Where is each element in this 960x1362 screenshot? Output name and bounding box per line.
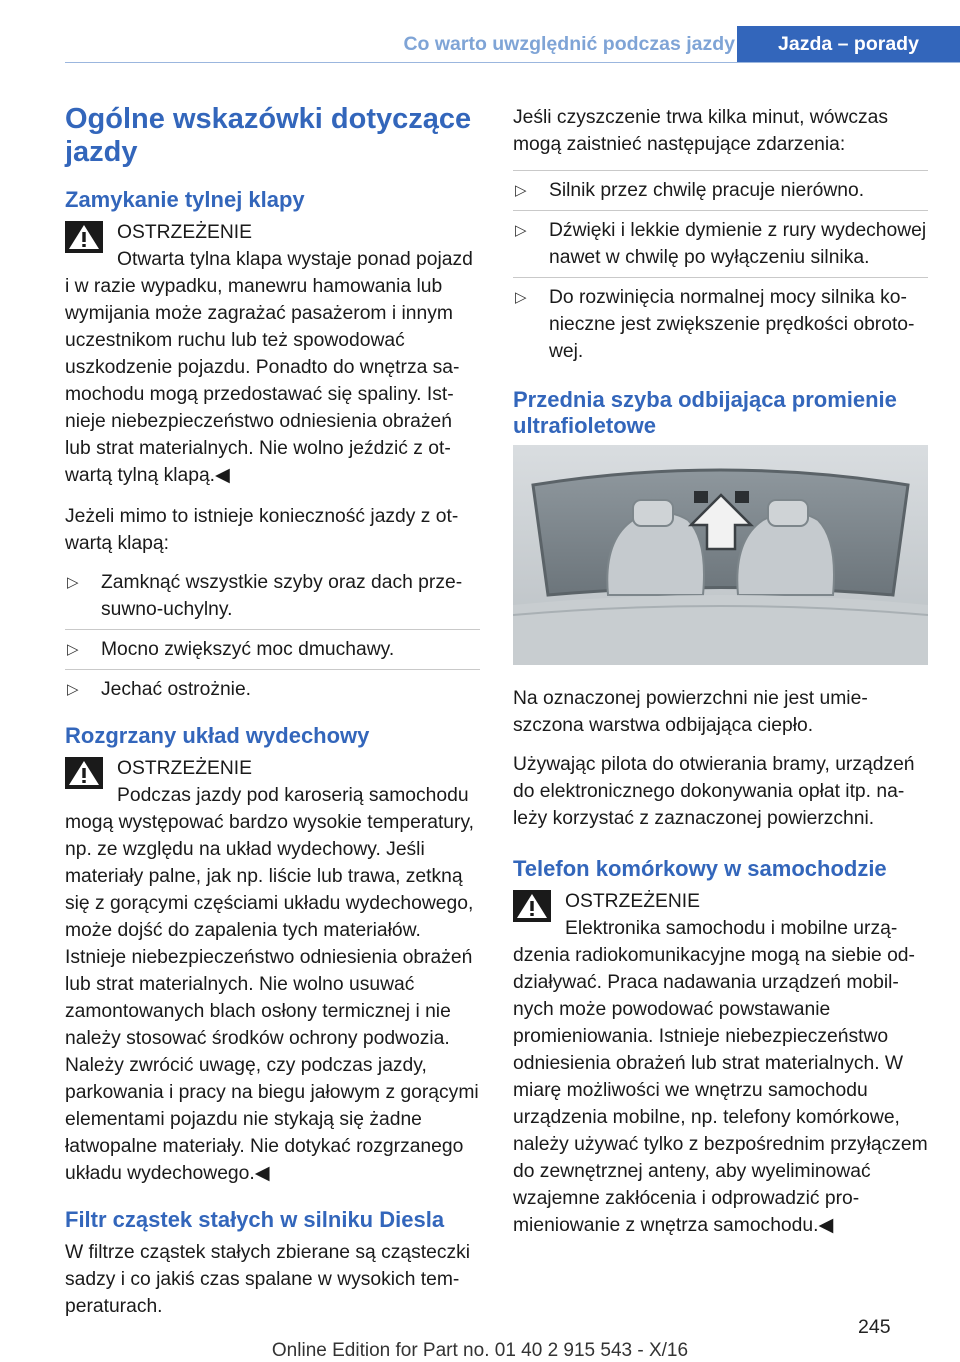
warning-label: OSTRZEŻENIE [565,891,700,912]
warning-label: OSTRZEŻENIE [117,222,252,243]
header-section-title: Co warto uwzględnić podczas jazdy [403,33,735,55]
page-number: 245 [858,1316,891,1338]
list-item: ▷ Do rozwinięcia normalnej mocy silnika konieczne jest zwiększenie prędkości obrotowej. [513,284,928,365]
triangle-bullet-icon: ▷ [515,222,527,239]
triangle-bullet-icon: ▷ [515,289,527,306]
bullet-list [513,170,928,365]
warning-label: OSTRZEŻENIE [117,758,252,779]
left-column [65,98,480,1332]
bullet-list [65,569,480,703]
list-divider [65,669,480,670]
list-item: ▷ Mocno zwiększyć moc dmuchawy. [65,636,480,663]
warning-exhaust [65,755,480,1187]
section-title-tailgate: Zamykanie tylnej klapy [65,187,305,212]
section-title-mobile-phone: Telefon komórkowy w samochodzie [513,856,887,881]
list-divider [65,629,480,630]
paragraph: Jeśli czyszczenie trwa kilka minut, wówczas mogą zaistnieć następujące zdarzenia: [513,107,889,155]
paragraph: Jeżeli mimo to istnieje konieczność jazdy z otwartą klapą: [65,506,459,554]
header-rule [65,62,960,63]
triangle-bullet-icon: ▷ [67,641,79,658]
list-divider [513,210,928,211]
list-item: ▷ Jechać ostrożnie. [65,676,480,703]
warning-triangle-icon [513,890,551,922]
edition-footer: Online Edition for Part no. 01 40 2 915 543 - X/16 [271,1340,689,1361]
warning-triangle-icon [65,757,103,789]
warning-mobile-phone [513,888,928,1239]
paragraph: Używając pilota do otwierania bramy, urządzeń do elektronicznego dokonywania opłat itp. należy korzystać z zaznaczonej powierzchni. [513,754,915,829]
triangle-bullet-icon: ▷ [67,681,79,698]
list-item: ▷ Dźwięki i lekkie dymienie z rury wydechowej nawet w chwilę po wyłączeniu silnika. [513,217,928,271]
triangle-bullet-icon: ▷ [67,574,79,591]
page-title: Ogólne wskazówki dotyczące jazdy [65,103,472,168]
paragraph: W filtrze cząstek stałych zbierane są cząsteczki sadzy i co jakiś czas spalane w wysokich temperaturach. [65,1242,471,1317]
section-title-diesel-filter: Filtr cząstek stałych w silniku Diesla [65,1207,445,1232]
warning-text: Podczas jazdy pod karoserią samochodu mogą występować bardzo wysokie temperatury, np. ze względu na układ wydechowy. Jeśli materiały palne, jak np. liście lub trawa, zetkną się z gorącymi częściami układu wydechowego, może dojść do zapalenia tych materiałów. Istnieje niebezpieczeństwo odniesienia obrażeń lub strat materialnych. Nie wolno usuwać zamontowanych blach osłony termicznej i nie należy stosować środków ochrony podwozia. Należy zwrócić uwagę, czy podczas jazdy, parkowania i pracy na biegu jałowym z gorącymi elementami pojazdu nie stykają się żadne łatwopalne materiały. Nie dotykać rozgrzanego układu wydechowego.◀ [65,785,479,1184]
warning-triangle-icon [65,221,103,253]
warning-text: Elektronika samochodu i mobilne urządzenia radiokomunikacyjne mogą na siebie oddziaływać. Praca nadawania urządzeń mobilnych może powodować powstawanie promieniowania. Istnieje niebezpieczeństwo odniesienia obrażeń lub strat materialnych. W miarę możliwości we wnętrzu samochodu urządzenia mobilne, np. telefony komórkowe, należy używać tylko z bezpośrednim przyłączem do zewnętrznej anteny, aby wyeliminować wzajemne zakłócenia i odprowadzić promieniowanie z wnętrza samochodu.◀ [513,918,928,1236]
paragraph: Na oznaczonej powierzchni nie jest umieszczona warstwa odbijająca ciepło. [513,688,868,736]
triangle-bullet-icon: ▷ [515,182,527,199]
right-column [513,98,928,1253]
windshield-illustration [513,445,928,665]
section-title-exhaust: Rozgrzany układ wydechowy [65,723,370,748]
list-divider [513,170,928,171]
list-item: ▷ Zamknąć wszystkie szyby oraz dach przesuwno-uchylny. [65,569,480,623]
list-item: ▷ Silnik przez chwilę pracuje nierówno. [513,177,928,204]
warning-text: Otwarta tylna klapa wystaje ponad pojazd i w razie wypadku, manewru hamowania lub wymijania może zagrażać pasażerom i innym uczestnikom ruchu lub też spowodować uszkodzenie pojazdu. Ponadto do wnętrza samochodu mogą przedostawać się spaliny. Istnieje niebezpieczeństwo odniesienia obrażeń lub strat materialnych. Nie wolno jeździć z otwartą tylną klapą.◀ [65,249,473,486]
warning-tailgate [65,219,480,489]
section-title-windshield: Przednia szyba odbijająca promienie ultrafioletowe [513,387,897,438]
header-chapter-tab: Jazda – porady [737,26,960,62]
list-divider [513,277,928,278]
